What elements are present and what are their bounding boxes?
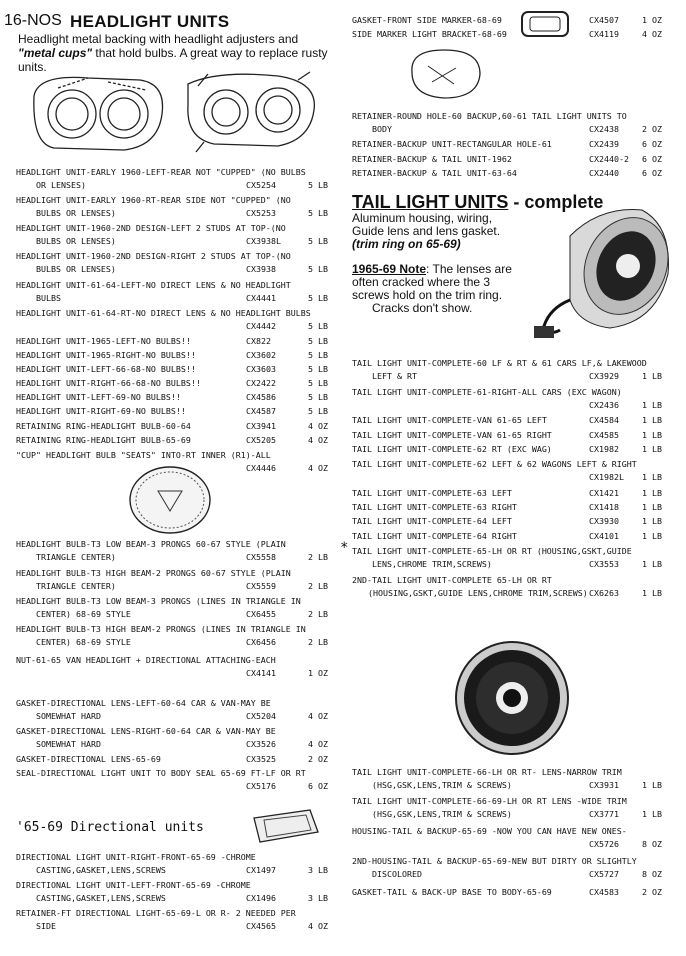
item-description: HEADLIGHT UNIT-1960-2ND DESIGN-LEFT 2 STUDS AT TOP-(NO	[16, 223, 286, 233]
item-description-cont: BULBS OR LENSES)	[36, 236, 116, 246]
directional-units-title: '65-69 Directional units	[16, 820, 204, 835]
item-description-cont: TRIANGLE CENTER)	[36, 552, 116, 562]
item-description: RETAINING RING-HEADLIGHT BULB-65-69	[16, 435, 191, 445]
item-weight: 6 OZ	[642, 168, 662, 178]
item-description: 2ND-TAIL LIGHT UNIT-COMPLETE 65-LH OR RT	[352, 575, 552, 585]
tail-intro	[352, 212, 527, 251]
item-weight: 2 LB	[308, 552, 328, 562]
item-weight: 3 LB	[308, 893, 328, 903]
intro-metal-cups: "metal cups"	[18, 46, 93, 60]
item-description-cont: CASTING,GASKET,LENS,SCREWS	[36, 865, 166, 875]
item-description: RETAINER-BACKUP UNIT-RECTANGULAR HOLE-61	[352, 139, 552, 149]
tail-title-main: TAIL LIGHT UNITS	[352, 192, 509, 212]
item-weight: 2 OZ	[642, 887, 662, 897]
item-description: NUT-61-65 VAN HEADLIGHT + DIRECTIONAL ATTACHING-EACH	[16, 655, 276, 665]
item-weight: 1 LB	[642, 809, 662, 819]
part-number: CX5254	[246, 180, 276, 190]
part-number: CX3938	[246, 264, 276, 274]
item-description-cont: BULBS OR LENSES)	[36, 264, 116, 274]
item-weight: 1 LB	[642, 488, 662, 498]
item-description-cont: SOMEWHAT HARD	[36, 739, 101, 749]
item-description: TAIL LIGHT UNIT-COMPLETE-62 LEFT & 62 WAGONS LEFT & RIGHT	[352, 459, 637, 469]
part-number: CX5205	[246, 435, 276, 445]
item-description: 2ND-HOUSING-TAIL & BACKUP-65-69-NEW BUT DIRTY OR SLIGHTLY	[352, 856, 637, 866]
item-description-cont: LENS,CHROME TRIM,SCREWS)	[372, 559, 492, 569]
item-weight: 4 OZ	[308, 421, 328, 431]
item-description: TAIL LIGHT UNIT-COMPLETE-64 RIGHT	[352, 531, 517, 541]
part-number: CX2422	[246, 378, 276, 388]
part-number: CX3603	[246, 364, 276, 374]
item-weight: 5 LB	[308, 392, 328, 402]
item-weight: 4 OZ	[308, 435, 328, 445]
headlight-units-picture	[28, 66, 328, 162]
item-weight: 1 OZ	[642, 15, 662, 25]
item-description: RETAINER-FT DIRECTIONAL LIGHT-65-69-L OR R- 2 NEEDED PER	[16, 908, 296, 918]
headlight-units-title: HEADLIGHT UNITS	[70, 12, 230, 31]
item-description: TAIL LIGHT UNIT-COMPLETE-66-LH OR RT- LENS-NARROW TRIM	[352, 767, 622, 777]
part-number: CX4101	[589, 531, 619, 541]
item-description: RETAINING RING-HEADLIGHT BULB-60-64	[16, 421, 191, 431]
item-weight: 5 LB	[308, 350, 328, 360]
tail-note	[352, 263, 527, 315]
part-number: CX822	[246, 336, 271, 346]
item-weight: 1 LB	[642, 502, 662, 512]
item-description: TAIL LIGHT UNIT-COMPLETE-63 LEFT	[352, 488, 512, 498]
item-description: TAIL LIGHT UNIT-COMPLETE-65-LH OR RT (HOUSING,GSKT,GUIDE	[352, 546, 632, 556]
item-description-cont: CENTER) 68-69 STYLE	[36, 609, 131, 619]
item-description: HEADLIGHT UNIT-1960-2ND DESIGN-RIGHT 2 STUDS AT TOP-(NO	[16, 251, 291, 261]
item-description: HEADLIGHT UNIT-1965-LEFT-NO BULBS!!	[16, 336, 191, 346]
tail-intro-trim: (trim ring on 65-69)	[352, 237, 461, 251]
part-number: CX4442	[246, 321, 276, 331]
tail-intro-text: Aluminum housing, wiring, Guide lens and lens gasket.	[352, 211, 501, 238]
item-weight: 4 OZ	[642, 29, 662, 39]
item-weight: 1 LB	[642, 400, 662, 410]
item-description: TAIL LIGHT UNIT-COMPLETE-61-RIGHT-ALL CARS (EXC WAGON)	[352, 387, 622, 397]
part-number: CX3930	[589, 516, 619, 526]
item-description: GASKET-TAIL & BACK-UP BASE TO BODY-65-69	[352, 887, 552, 897]
item-weight: 4 OZ	[308, 711, 328, 721]
item-description: HOUSING-TAIL & BACKUP-65-69 -NOW YOU CAN HAVE NEW ONES-	[352, 826, 627, 836]
part-number: CX5176	[246, 781, 276, 791]
item-weight: 2 LB	[308, 609, 328, 619]
part-number: CX4586	[246, 392, 276, 402]
item-weight: 8 OZ	[642, 839, 662, 849]
item-weight: 1 LB	[642, 559, 662, 569]
item-description-cont: SIDE	[36, 921, 56, 931]
part-number: CX1497	[246, 865, 276, 875]
part-number: CX3929	[589, 371, 619, 381]
item-weight: 1 LB	[642, 430, 662, 440]
item-description: TAIL LIGHT UNIT-COMPLETE-VAN 61-65 RIGHT	[352, 430, 552, 440]
item-weight: 8 OZ	[642, 869, 662, 879]
tail-title-sub: - complete	[508, 192, 604, 212]
item-description: GASKET-FRONT SIDE MARKER-68-69	[352, 15, 502, 25]
item-description-cont: DISCOLORED	[372, 869, 422, 879]
side-marker-gasket-picture	[516, 6, 576, 46]
part-number: CX2436	[589, 400, 619, 410]
item-weight: 1 LB	[642, 444, 662, 454]
item-description: TAIL LIGHT UNIT-COMPLETE-62 RT (EXC WAG)	[352, 444, 552, 454]
item-description-cont: SOMEWHAT HARD	[36, 711, 101, 721]
item-weight: 1 LB	[642, 588, 662, 598]
tail-light-lens-picture	[452, 638, 572, 758]
part-number: CX6455	[246, 609, 276, 619]
item-description-cont: BULBS	[36, 293, 61, 303]
item-description: HEADLIGHT BULB-T3 HIGH BEAM-2 PRONGS 60-67 STYLE (PLAIN	[16, 568, 291, 578]
part-number: CX2439	[589, 139, 619, 149]
intro-text-c: that hold bulbs. A great way to replace rusty units.	[18, 46, 328, 74]
tail-note-text: : The lenses are often cracked where the 3 screws hold on the trim ring.	[352, 262, 512, 302]
part-number: CX4584	[589, 415, 619, 425]
item-description-cont: OR LENSES)	[36, 180, 86, 190]
part-number: CX1982L	[589, 472, 624, 482]
part-number: CX6263	[589, 588, 619, 598]
item-description-cont: LEFT & RT	[372, 371, 417, 381]
part-number: CX3525	[246, 754, 276, 764]
item-description: RETAINER-ROUND HOLE-60 BACKUP,60-61 TAIL LIGHT UNITS TO	[352, 111, 627, 121]
part-number: CX3938L	[246, 236, 281, 246]
part-number: CX4587	[246, 406, 276, 416]
item-description-cont: BODY	[372, 124, 392, 134]
item-description: HEADLIGHT UNIT-LEFT-69-NO BULBS!!	[16, 392, 181, 402]
intro-text-a: Headlight metal backing with headlight adjusters and	[18, 32, 299, 46]
part-number: CX1421	[589, 488, 619, 498]
item-weight: 1 LB	[642, 780, 662, 790]
part-number: CX4141	[246, 668, 276, 678]
item-description-cont: TRIANGLE CENTER)	[36, 581, 116, 591]
part-number: CX2440-2	[589, 154, 629, 164]
part-number: CX4441	[246, 293, 276, 303]
item-description: TAIL LIGHT UNIT-COMPLETE-60 LF & RT & 61 CARS LF,& LAKEWOOD	[352, 358, 647, 368]
part-number: CX4583	[589, 887, 619, 897]
part-number: CX5253	[246, 208, 276, 218]
item-weight: 6 OZ	[642, 139, 662, 149]
item-description: TAIL LIGHT UNIT-COMPLETE-64 LEFT	[352, 516, 512, 526]
item-description: DIRECTIONAL LIGHT UNIT-RIGHT-FRONT-65-69 -CHROME	[16, 852, 256, 862]
item-description: SEAL-DIRECTIONAL LIGHT UNIT TO BODY SEAL 65-69 FT-LF OR RT	[16, 768, 306, 778]
part-number: CX1418	[589, 502, 619, 512]
item-description-cont: (HSG,GSK,LENS,TRIM & SCREWS)	[372, 809, 512, 819]
item-weight: 6 OZ	[308, 781, 328, 791]
item-description: "CUP" HEADLIGHT BULB "SEATS" INTO-RT INNER (R1)-ALL	[16, 450, 271, 460]
item-weight: 5 LB	[308, 321, 328, 331]
highlight-asterisk: *	[340, 540, 349, 556]
item-description: HEADLIGHT BULB-T3 HIGH BEAM-2 PRONGS (LINES IN TRIANGLE IN	[16, 624, 306, 634]
part-number: CX5204	[246, 711, 276, 721]
tail-light-unit-picture	[530, 196, 678, 344]
part-number: CX2438	[589, 124, 619, 134]
item-weight: 5 LB	[308, 180, 328, 190]
item-weight: 2 OZ	[642, 124, 662, 134]
item-description: RETAINER-BACKUP & TAIL UNIT-1962	[352, 154, 512, 164]
item-weight: 1 LB	[642, 415, 662, 425]
part-number: CX1496	[246, 893, 276, 903]
item-weight: 3 LB	[308, 865, 328, 875]
item-description: HEADLIGHT UNIT-61-64-RT-NO DIRECT LENS & NO HEADLIGHT BULBS	[16, 308, 311, 318]
item-weight: 5 LB	[308, 378, 328, 388]
page-number: 16-NOS	[4, 12, 62, 29]
item-weight: 2 LB	[308, 581, 328, 591]
part-number: CX4565	[246, 921, 276, 931]
item-description-cont: CASTING,GASKET,LENS,SCREWS	[36, 893, 166, 903]
item-weight: 5 LB	[308, 236, 328, 246]
item-description-cont: BULBS OR LENSES)	[36, 208, 116, 218]
item-description: HEADLIGHT UNIT-1965-RIGHT-NO BULBS!!	[16, 350, 196, 360]
item-description: HEADLIGHT BULB-T3 LOW BEAM-3 PRONGS 60-67 STYLE (PLAIN	[16, 539, 286, 549]
part-number: CX4446	[246, 463, 276, 473]
part-number: CX5558	[246, 552, 276, 562]
part-number: CX3553	[589, 559, 619, 569]
item-weight: 1 LB	[642, 516, 662, 526]
part-number: CX5726	[589, 839, 619, 849]
item-description: TAIL LIGHT UNIT-COMPLETE-VAN 61-65 LEFT	[352, 415, 547, 425]
part-number: CX4119	[589, 29, 619, 39]
item-description: SIDE MARKER LIGHT BRACKET-68-69	[352, 29, 507, 39]
item-weight: 1 OZ	[308, 668, 328, 678]
item-weight: 4 OZ	[308, 739, 328, 749]
item-description: HEADLIGHT UNIT-RIGHT-66-68-NO BULBS!!	[16, 378, 201, 388]
part-number: CX3941	[246, 421, 276, 431]
tail-note-label: 1965-69 Note	[352, 262, 427, 276]
item-weight: 1 LB	[642, 531, 662, 541]
item-weight: 1 LB	[642, 371, 662, 381]
item-weight: 4 OZ	[308, 463, 328, 473]
item-description: HEADLIGHT UNIT-RIGHT-69-NO BULBS!!	[16, 406, 186, 416]
item-description: RETAINER-BACKUP & TAIL UNIT-63-64	[352, 168, 517, 178]
part-number: CX3931	[589, 780, 619, 790]
part-number: CX5727	[589, 869, 619, 879]
item-weight: 5 LB	[308, 208, 328, 218]
item-description: HEADLIGHT UNIT-EARLY 1960-LEFT-REAR NOT "CUPPED" (NO BULBS	[16, 167, 306, 177]
item-weight: 5 LB	[308, 406, 328, 416]
item-weight: 5 LB	[308, 336, 328, 346]
item-weight: 2 LB	[308, 637, 328, 647]
item-description: TAIL LIGHT UNIT-COMPLETE-66-69-LH OR RT LENS -WIDE TRIM	[352, 796, 627, 806]
item-description: HEADLIGHT UNIT-61-64-LEFT-NO DIRECT LENS & NO HEADLIGHT	[16, 280, 291, 290]
part-number: CX3602	[246, 350, 276, 360]
item-weight: 2 OZ	[308, 754, 328, 764]
part-number: CX3526	[246, 739, 276, 749]
item-description-cont: (HSG,GSK,LENS,TRIM & SCREWS)	[372, 780, 512, 790]
item-description: DIRECTIONAL LIGHT UNIT-LEFT-FRONT-65-69 -CHROME	[16, 880, 251, 890]
part-number: CX2440	[589, 168, 619, 178]
part-number: CX6456	[246, 637, 276, 647]
part-number: CX1982	[589, 444, 619, 454]
tail-note-tail: Cracks don't show.	[372, 301, 473, 315]
directional-unit-picture	[250, 806, 322, 846]
headlight-bulb-picture	[128, 465, 212, 535]
item-weight: 1 LB	[642, 472, 662, 482]
item-description-cont: CENTER) 68-69 STYLE	[36, 637, 131, 647]
part-number: CX4585	[589, 430, 619, 440]
item-weight: 4 OZ	[308, 921, 328, 931]
item-weight: 6 OZ	[642, 154, 662, 164]
part-number: CX5559	[246, 581, 276, 591]
item-weight: 5 LB	[308, 364, 328, 374]
item-weight: 5 LB	[308, 264, 328, 274]
item-description: GASKET-DIRECTIONAL LENS-65-69	[16, 754, 161, 764]
item-description: TAIL LIGHT UNIT-COMPLETE-63 RIGHT	[352, 502, 517, 512]
item-description: HEADLIGHT UNIT-EARLY 1960-RT-REAR SIDE NOT "CUPPED" (NO	[16, 195, 291, 205]
item-description-cont: (HOUSING,GSKT,GUIDE LENS,CHROME TRIM,SCREWS)	[368, 588, 588, 598]
item-description: HEADLIGHT UNIT-LEFT-66-68-NO BULBS!!	[16, 364, 196, 374]
part-number: CX4507	[589, 15, 619, 25]
side-marker-bracket-picture	[398, 42, 494, 104]
part-number: CX3771	[589, 809, 619, 819]
item-description: GASKET-DIRECTIONAL LENS-RIGHT-60-64 CAR & VAN-MAY BE	[16, 726, 276, 736]
item-description: GASKET-DIRECTIONAL LENS-LEFT-60-64 CAR & VAN-MAY BE	[16, 698, 271, 708]
item-description: HEADLIGHT BULB-T3 LOW BEAM-3 PRONGS (LINES IN TRIANGLE IN	[16, 596, 301, 606]
item-weight: 5 LB	[308, 293, 328, 303]
